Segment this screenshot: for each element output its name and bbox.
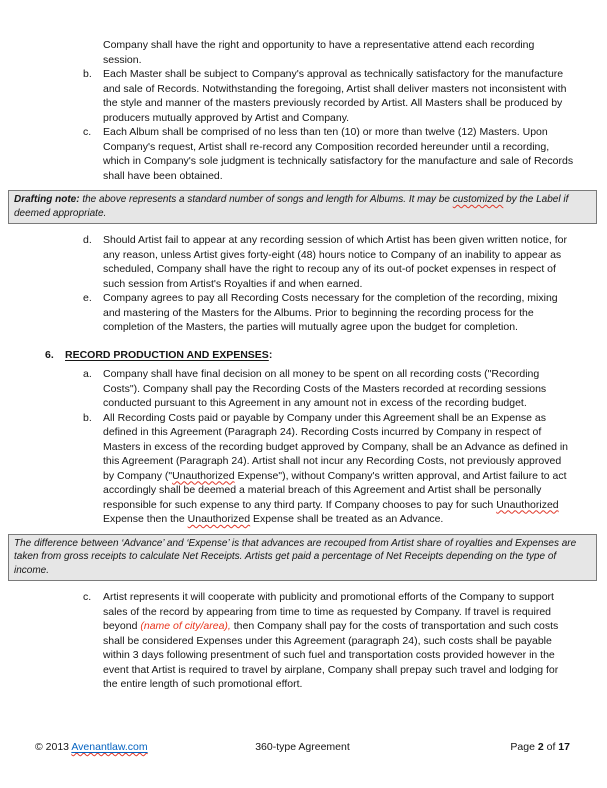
footer-page-indicator [392, 740, 570, 755]
misspelled-word: Unauthorized [172, 469, 235, 482]
drafting-note-text: The difference between ‘Advance’ and ‘Expense’ is that advances are recouped from Artist share of royalties and Expenses are taken from gross receipts to calculate Net Receipts. Artists get paid a percentage of Net Receipts depending on the type of income. [14, 537, 577, 576]
drafting-note-box-1 [8, 190, 597, 224]
list-item-5b [83, 67, 575, 125]
footer-link[interactable]: Avenantlaw.com [71, 741, 148, 753]
misspelled-word: customized [452, 194, 504, 205]
copyright-text: © 2013 [35, 741, 72, 753]
list-item-text: Each Master shall be subject to Company's approval as technically satisfactory for the manufacture and sale of Records. Notwithstanding the foregoing, Artist shall deliver masters not inconsistent with the style and manner of the masters previously recorded by Artist. All Masters shall be produced by producers mutually approved by Artist and Company. [103, 68, 567, 124]
misspelled-word: Unauthorized [187, 513, 251, 526]
section-heading-6 [45, 348, 575, 363]
drafting-note-box-2 [8, 534, 597, 582]
paragraph-continuation: Company shall have the right and opportunity to have a representative attend each recording session. [103, 39, 535, 66]
section-title: RECORD PRODUCTION AND EXPENSES [65, 348, 269, 361]
list-item-text: Expense"), without Company's written approval, and Artist failure to act accordingly shall be deemed a material breach of this Agreement and Artist shall be personally responsible for such expense to any third party. If Company chooses to pay for such [103, 469, 567, 511]
list-marker: b. [83, 411, 92, 424]
list-marker: d. [83, 234, 92, 247]
list-item-text: Expense shall be treated as an Advance. [250, 513, 444, 526]
list-marker: c. [83, 126, 92, 138]
footer-copyright [35, 740, 213, 755]
drafting-note-text: the above represents a standard number of songs and length for Albums. It may be [79, 194, 453, 205]
list-item-text: All Recording Costs paid or payable by Company under this Agreement shall be an Expense as defined in this Agreement (Paragraph 24). Recording Costs incurred by Company in respect of Masters in excess of the recording budget approved by Company, shall be an Advance as defined in this Agreement (Paragraph 24). Artist shall not incur any Recording Costs, not previously approved by Company (" [103, 411, 569, 482]
list-marker: b. [83, 68, 92, 80]
section-title-colon: : [268, 348, 273, 361]
page-footer [35, 740, 570, 755]
list-item-text: Company shall have final decision on all money to be spent on all recording costs ("Recording Costs"). Company shall pay the Recording Costs of the Masters recorded at recording sessions conducted pursuant to this Agreement in any amount not in excess of the recording budget. [103, 368, 547, 410]
list-marker: a. [83, 368, 92, 381]
of-word: of [543, 741, 559, 753]
page-total: 17 [558, 741, 570, 753]
list-item-text: then Company shall pay for the costs of transportation and such costs shall be considered Expenses under this Agreement (paragraph 24), such costs shall be payable within 3 days following presentment of such fuel and transportation costs provided however in the event that Artist is required to travel by airplane, Company shall prepay such travel and lodging for the entire length of such promotional effort. [103, 620, 559, 691]
misspelled-word [71, 741, 147, 753]
list-item-6b [83, 411, 575, 527]
page-word: Page [510, 741, 538, 753]
list-item-5c [83, 125, 575, 183]
list-item-5e [83, 291, 575, 335]
drafting-note-label: Drafting note: [14, 194, 80, 205]
list-marker: e. [83, 292, 92, 305]
list-item-text: Expense then the [103, 513, 188, 526]
list-item-text: Company agrees to pay all Recording Costs necessary for the completion of the recording, mixing and mastering of the Masters for the Albums. Prior to beginning the recording process for the completion of the Masters, the parties will mutually agree upon the budget for completion. [103, 292, 558, 334]
list-item-text: Each Album shall be comprised of no less than ten (10) or more than twelve (12) Masters. Upon Company's request, Artist shall re-record any Composition recorded hereunder until a recording, which in Company's sole judgment is technically satisfactory for the manufacture and sale of Records shall have been obtained. [103, 126, 574, 182]
footer-document-title: 360-type Agreement [255, 741, 350, 753]
section-number: 6. [45, 348, 54, 361]
list-item-text: Artist represents it will cooperate with publicity and promotional efforts of the Company to support sales of the record by appearing from time to time as requested by Company. If travel is required beyond [103, 591, 554, 633]
drafting-note-text: by the Label if deemed appropriate. [14, 194, 569, 219]
list-item-6c [83, 590, 575, 692]
list-item-5d [83, 233, 575, 291]
page-number: 2 [537, 741, 544, 753]
list-item-text: Should Artist fail to appear at any recording session of which Artist has been given written notice, for any reason, unless Artist gives forty-eight (48) hours notice to Company of an inability to appear as scheduled, Company shall have the right to recoup any of its out-of pocket expenses in respect of such session from Artist's Royalties if and when earned. [103, 234, 568, 290]
fill-in-placeholder: (name of city/area), [140, 620, 231, 633]
list-marker: c. [83, 591, 92, 604]
misspelled-word: Unauthorized [496, 498, 559, 511]
list-item-6a [83, 367, 575, 411]
